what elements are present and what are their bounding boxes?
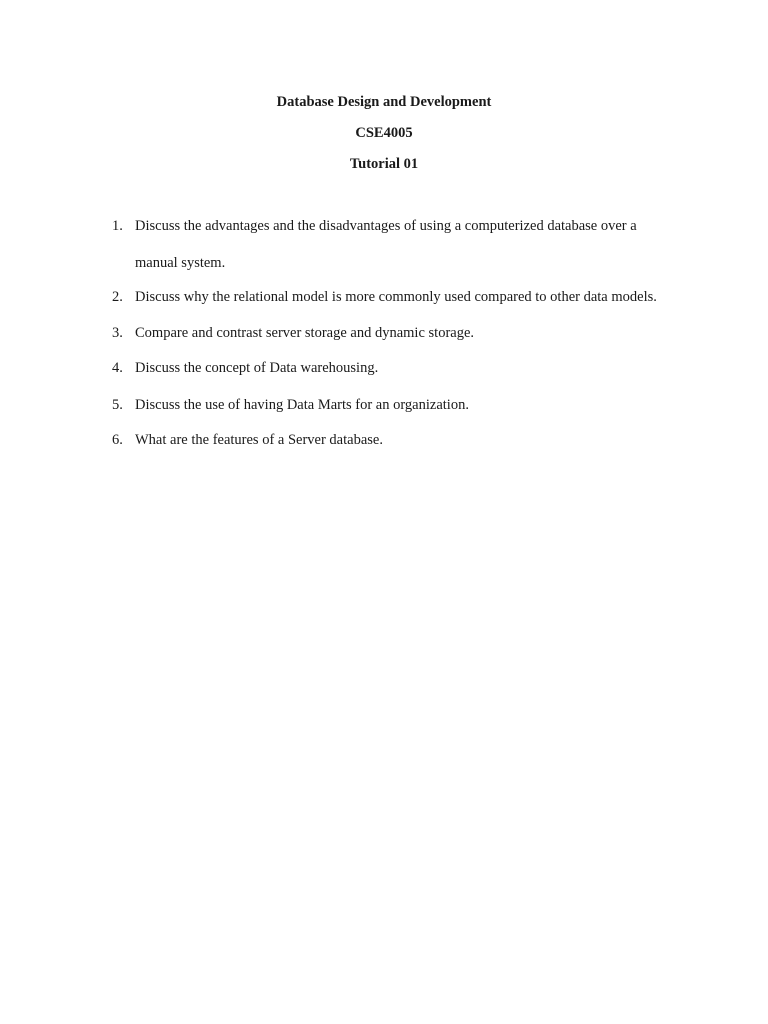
tutorial-label: Tutorial 01 [349, 156, 419, 172]
question-text: Compare and contrast server storage and dynamic storage. [135, 325, 475, 341]
question-text: Discuss why the relational model is more commonly used compared to other data models. [135, 289, 657, 305]
question-number: 2. [112, 289, 123, 305]
question-number: 6. [112, 432, 123, 448]
question-text: What are the features of a Server database. [135, 432, 383, 448]
question-text: Discuss the use of having Data Marts for an organization. [135, 397, 469, 413]
question-text-continued: manual system. [135, 255, 226, 271]
question-text: Discuss the advantages and the disadvantages of using a computerized database over a [135, 218, 637, 234]
question-number: 1. [112, 218, 123, 234]
question-text: Discuss the concept of Data warehousing. [135, 360, 379, 376]
course-code: CSE4005 [355, 125, 413, 141]
question-number: 3. [112, 325, 123, 341]
document-title: Database Design and Development [276, 94, 492, 110]
question-number: 5. [112, 397, 123, 413]
question-number: 4. [112, 360, 123, 376]
